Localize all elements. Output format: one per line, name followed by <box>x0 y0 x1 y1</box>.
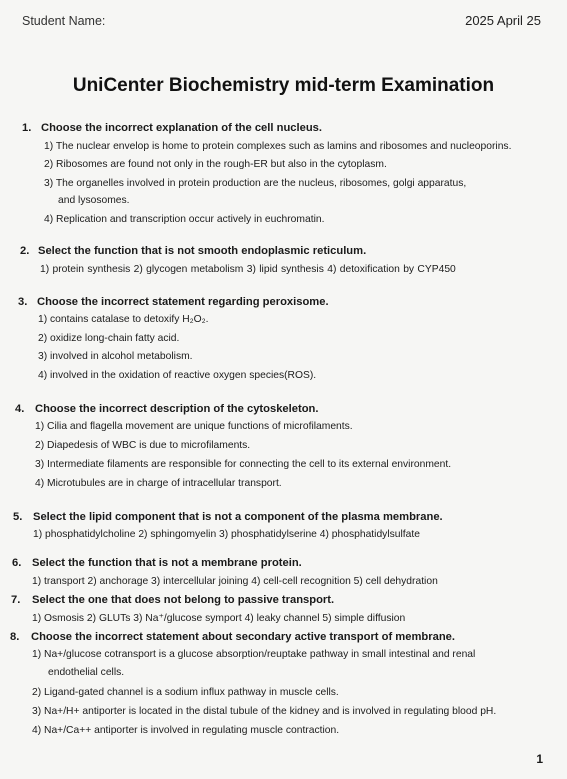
option-text: 2) oxidize long-chain fatty acid. <box>38 333 180 344</box>
option-text: 1) The nuclear envelop is home to protein complexes such as lamins and ribosomes and nucleoporins. <box>44 141 512 152</box>
option-text: 2) Diapedesis of WBC is due to microfilaments. <box>35 440 251 451</box>
question-prompt: Choose the incorrect statement about secondary active transport of membrane. <box>31 631 455 643</box>
option-text: 4) involved in the oxidation of reactive oxygen species(ROS). <box>38 370 317 381</box>
option-text: 4) Microtubules are in charge of intracellular transport. <box>35 478 282 489</box>
question-number: 7. <box>11 594 21 606</box>
question-prompt: Choose the incorrect description of the cytoskeleton. <box>35 403 319 415</box>
option-text: 3) The organelles involved in protein production are the nucleus, ribosomes, golgi apparatus, <box>44 178 467 189</box>
exam-date: 2025 April 25 <box>465 13 541 28</box>
option-text: 4) Replication and transcription occur actively in euchromatin. <box>44 214 325 225</box>
option-text: 1) phosphatidylcholine 2) sphingomyelin 3) phosphatidylserine 4) phosphatidylsulfate <box>33 529 420 540</box>
page-number: 1 <box>536 752 543 766</box>
option-text: 3) involved in alcohol metabolism. <box>38 351 193 362</box>
option-text: 1) contains catalase to detoxify H₂O₂. <box>38 314 209 325</box>
question-number: 5. <box>13 511 23 523</box>
question-number: 8. <box>10 631 20 643</box>
question-number: 6. <box>12 557 22 569</box>
option-text: endothelial cells. <box>48 667 125 678</box>
exam-title: UniCenter Biochemistry mid-term Examination <box>72 75 495 96</box>
option-text: 1) Cilia and flagella movement are unique functions of microfilaments. <box>35 421 353 432</box>
option-text: 1) transport 2) anchorage 3) intercellular joining 4) cell-cell recognition 5) cell dehydration <box>32 576 438 587</box>
option-text: and lysosomes. <box>58 195 130 206</box>
question-number: 3. <box>18 296 28 308</box>
question-prompt: Select the one that does not belong to passive transport. <box>32 594 335 606</box>
option-text: 3) Intermediate filaments are responsible for connecting the cell to its external environment. <box>35 459 452 470</box>
option-text: 4) Na+/Ca++ antiporter is involved in regulating muscle contraction. <box>32 725 340 736</box>
question-prompt: Select the function that is not a membrane protein. <box>32 557 302 569</box>
option-text: 1) Osmosis 2) GLUTs 3) Na⁺/glucose symport 4) leaky channel 5) simple diffusion <box>32 613 406 624</box>
question-number: 4. <box>15 403 25 415</box>
option-text: 2) Ribosomes are found not only in the rough-ER but also in the cytoplasm. <box>44 159 387 170</box>
question-number: 2. <box>20 245 30 257</box>
option-text: 2) Ligand-gated channel is a sodium influx pathway in muscle cells. <box>32 687 339 698</box>
option-text: 1) protein synthesis 2) glycogen metabolism 3) lipid synthesis 4) detoxification by CYP450 <box>40 264 456 275</box>
option-text: 1) Na+/glucose cotransport is a glucose absorption/reuptake pathway in small intestinal and renal <box>32 649 476 660</box>
question-number: 1. <box>22 122 32 134</box>
question-prompt: Select the lipid component that is not a component of the plasma membrane. <box>33 511 443 523</box>
option-text: 3) Na+/H+ antiporter is located in the distal tubule of the kidney and is involved in regulating blood pH. <box>32 706 497 717</box>
question-prompt: Choose the incorrect explanation of the cell nucleus. <box>41 122 322 134</box>
question-prompt: Choose the incorrect statement regarding peroxisome. <box>37 296 329 308</box>
student-name-label: Student Name: <box>22 14 106 28</box>
question-prompt: Select the function that is not smooth endoplasmic reticulum. <box>38 245 367 257</box>
